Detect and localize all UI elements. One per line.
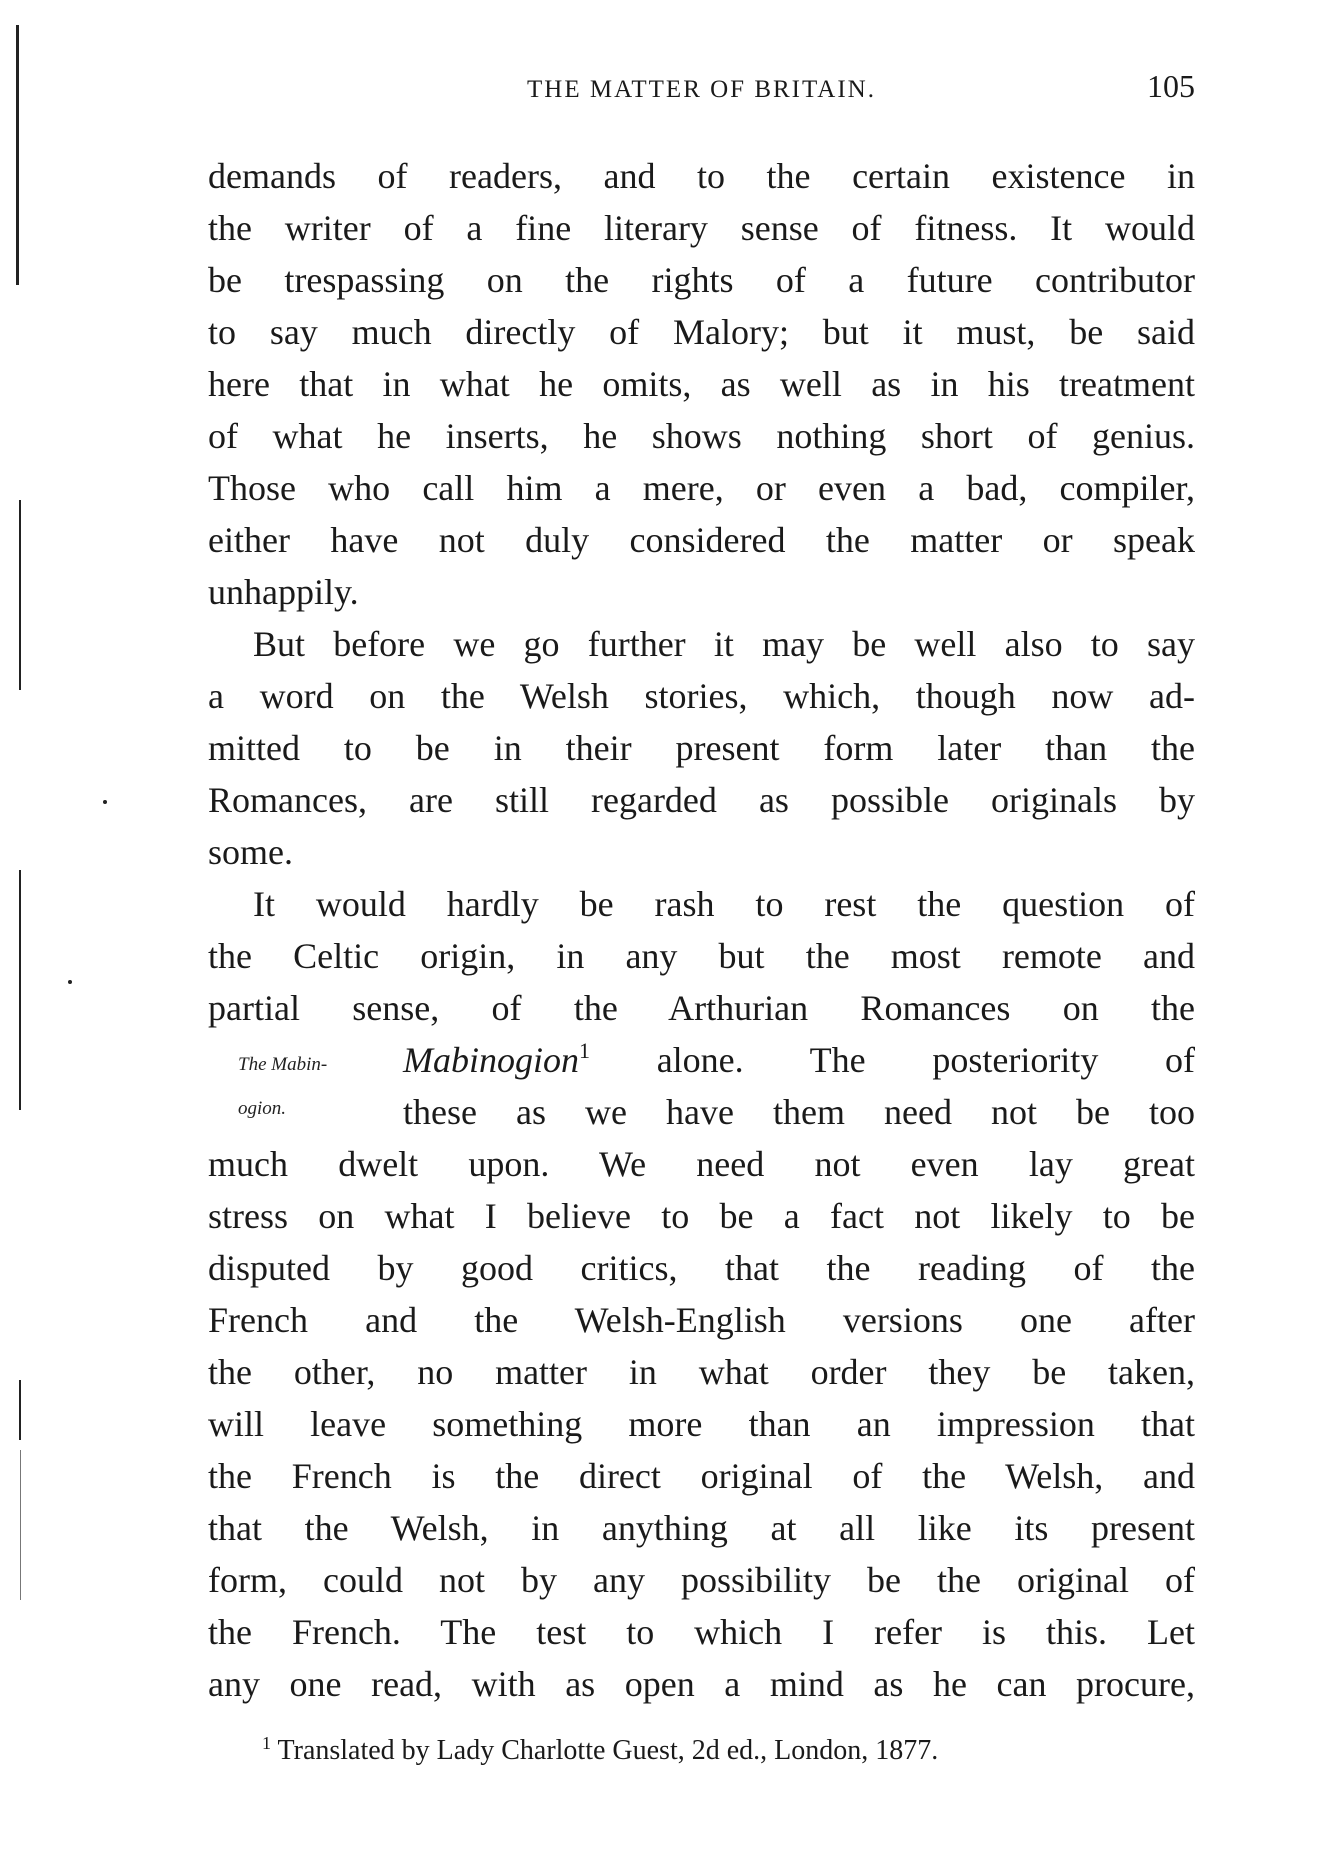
scan-speck — [68, 980, 72, 984]
text-line: the French is the direct original of the Welsh, and — [208, 1456, 1195, 1496]
text-line: unhappily. — [208, 572, 359, 612]
text-line: be trespassing on the rights of a future contributor — [208, 260, 1195, 300]
footnote-marker: 1 — [579, 1038, 590, 1063]
text-line: form, could not by any possibility be the original of — [208, 1560, 1195, 1600]
binding-edge-mark — [20, 1450, 21, 1600]
page-header — [208, 68, 1195, 108]
text-line: to say much directly of Malory; but it must, be said — [208, 312, 1195, 352]
text-line: the Celtic origin, in any but the most remote and — [208, 936, 1195, 976]
text-line: Those who call him a mere, or even a bad, compiler, — [208, 468, 1195, 508]
binding-edge-mark — [19, 1380, 21, 1440]
text-line: the French. The test to which I refer is this. Let — [208, 1612, 1195, 1652]
body-text — [208, 150, 1195, 1710]
text-line: that the Welsh, in anything at all like its present — [208, 1508, 1195, 1548]
text-line: Romances, are still regarded as possible originals by — [208, 780, 1195, 820]
sidenote-line: ogion. — [238, 1098, 287, 1119]
text-line: of what he inserts, he shows nothing short of genius. — [208, 416, 1195, 456]
text-line-with-sidenote: these as we have them need not be too — [403, 1092, 1195, 1132]
text-line: any one read, with as open a mind as he can procure, — [208, 1664, 1195, 1704]
text-line: the writer of a fine literary sense of fitness. It would — [208, 208, 1195, 248]
binding-edge-mark — [19, 500, 21, 690]
text-line: some. — [208, 832, 293, 872]
text-line: either have not duly considered the matter or speak — [208, 520, 1195, 560]
text-line: French and the Welsh-English versions one after — [208, 1300, 1195, 1340]
scan-speck — [103, 800, 107, 804]
margin-sidenote — [238, 1043, 327, 1131]
binding-edge-mark — [19, 870, 21, 1110]
running-head: THE MATTER OF BRITAIN. — [527, 76, 876, 103]
text-line: It would hardly be rash to rest the question of — [253, 884, 1195, 924]
footnote-number: 1 — [262, 1733, 271, 1753]
text-line: demands of readers, and to the certain existence in — [208, 156, 1195, 196]
text-line: will leave something more than an impression that — [208, 1404, 1195, 1444]
book-title: Mabinogion — [403, 1040, 579, 1080]
text-line: disputed by good critics, that the reading of the — [208, 1248, 1195, 1288]
footnote — [262, 1735, 938, 1767]
footnote-text: Translated by Lady Charlotte Guest, 2d ed., London, 1877. — [277, 1735, 939, 1766]
text-line-with-sidenote — [208, 1034, 1195, 1086]
text-fragment: alone. The posteriority of — [590, 1040, 1195, 1080]
sidenote-line: The Mabin- — [238, 1054, 328, 1075]
text-line: a word on the Welsh stories, which, though now ad- — [208, 676, 1195, 716]
text-line: much dwelt upon. We need not even lay great — [208, 1144, 1195, 1184]
text-line: here that in what he omits, as well as in his treatment — [208, 364, 1195, 404]
text-line: But before we go further it may be well also to say — [253, 624, 1195, 664]
binding-edge-mark — [16, 25, 19, 285]
text-line: partial sense, of the Arthurian Romances on the — [208, 988, 1195, 1028]
page-number: 105 — [1147, 68, 1195, 104]
text-line: stress on what I believe to be a fact not likely to be — [208, 1196, 1195, 1236]
text-line: the other, no matter in what order they be taken, — [208, 1352, 1195, 1392]
text-line: mitted to be in their present form later than the — [208, 728, 1195, 768]
